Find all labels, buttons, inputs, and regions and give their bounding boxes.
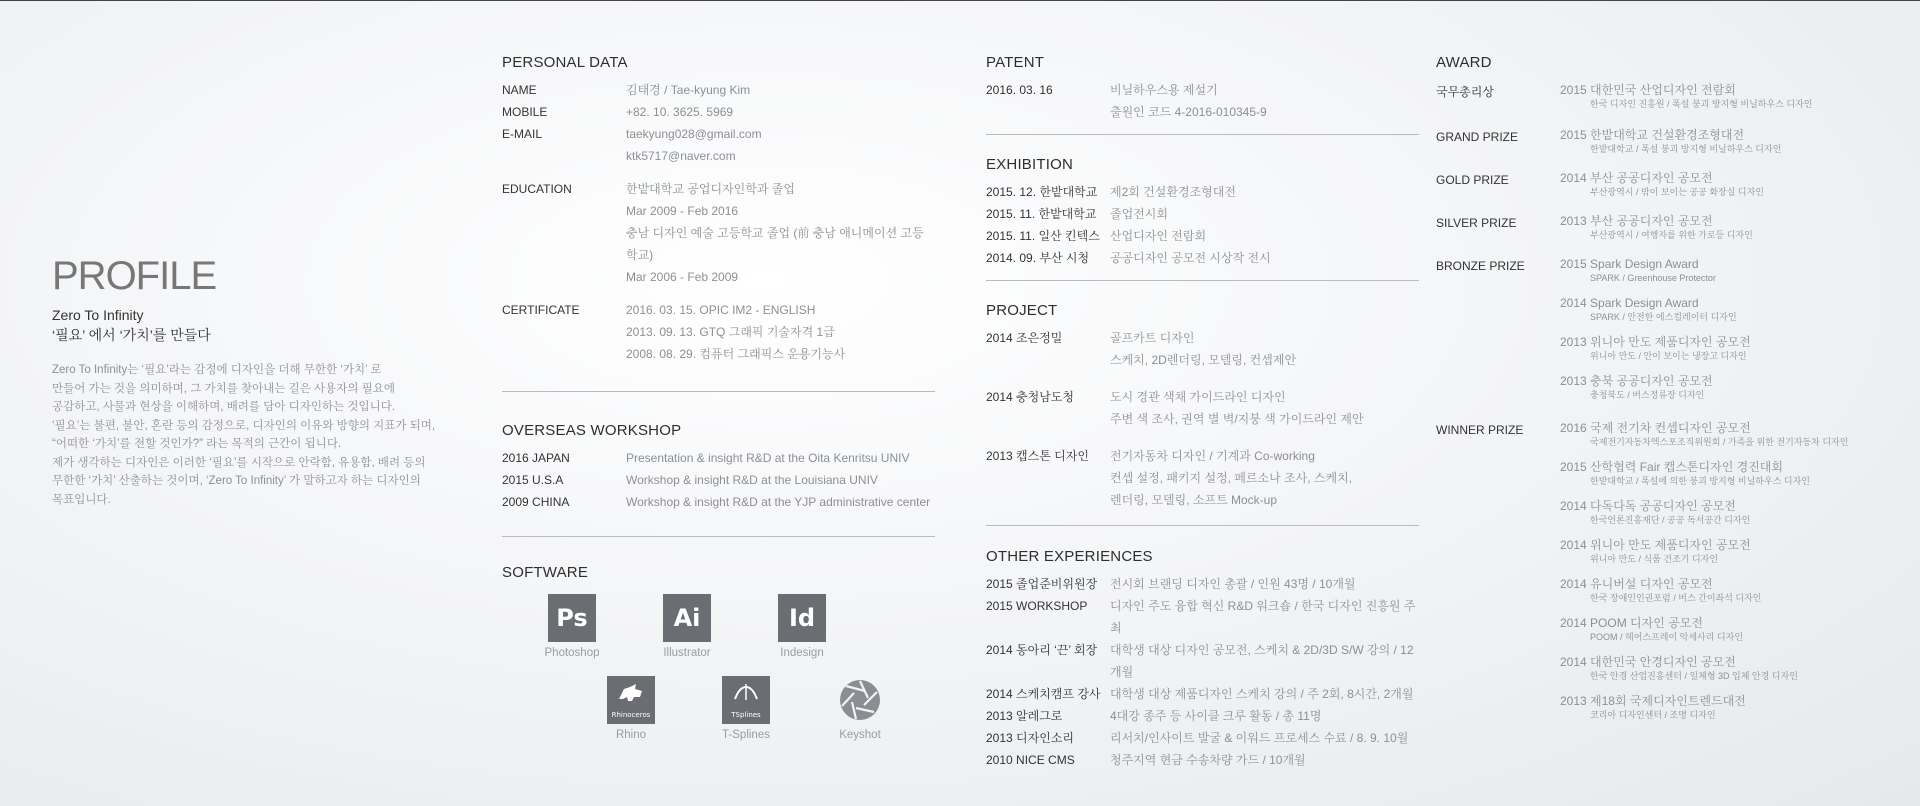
award-group xyxy=(1436,83,1896,110)
award-detail: 한밭대학교 / 폭설 붕괴 방지형 비닐하우스 디자인 xyxy=(1590,144,1782,154)
software-item xyxy=(762,594,842,659)
award-detail: POOM / 헤어스프레이 악세사리 디자인 xyxy=(1590,632,1744,642)
experience-title: 2010 NICE CMS xyxy=(986,753,1075,767)
award-detail: 한국 장애인인권포럼 / 버스 간이좌석 디자인 xyxy=(1590,593,1762,603)
exhibition-date: 2015. 11. 일산 킨텍스 xyxy=(986,229,1100,243)
overseas-heading: OVERSEAS WORKSHOP xyxy=(502,422,682,439)
education-item: Mar 2009 - Feb 2016 xyxy=(626,204,739,218)
award-detail: 위니아 만도 / 안이 보이는 냉장고 디자인 xyxy=(1590,351,1747,361)
experience-column xyxy=(986,54,1419,771)
award-items xyxy=(1560,171,1764,198)
software-item xyxy=(647,594,727,659)
award-detail: SPARK / Greenhouse Protector xyxy=(1590,273,1716,283)
certificate-item: 2016. 03. 15. OPIC IM2 - ENGLISH xyxy=(626,303,816,317)
experience-desc: 전시회 브랜딩 디자인 총괄 / 인원 43명 / 10개월 xyxy=(1110,577,1356,591)
software-caption: Indesign xyxy=(780,647,824,659)
profile-title: PROFILE xyxy=(52,254,217,298)
profile-line: 제가 생각하는 디자인은 이러한 ‘필요’를 시작으로 안락함, 유용함, 배려 등의 xyxy=(52,456,426,469)
award-item xyxy=(1560,171,1764,198)
award-detail: 부산광역시 / 여행자를 위한 가로등 디자인 xyxy=(1590,230,1753,240)
workshop-year: 2015 U.S.A xyxy=(502,473,564,487)
profile-line: 만들어 가는 것을 의미하며, 그 가치를 찾아내는 길은 사용자의 필요에 xyxy=(52,382,395,395)
award-title: 2014 다독다독 공공디자인 공모전 xyxy=(1560,499,1736,513)
award-item xyxy=(1560,499,1848,526)
award-items xyxy=(1560,83,1812,110)
experience-title: 2014 동아리 ‘끈’ 회장 xyxy=(986,643,1098,657)
project-desc: 도시 경관 색채 가이드라인 디자인 xyxy=(1110,390,1286,404)
award-items xyxy=(1560,421,1848,721)
award-items xyxy=(1560,257,1751,401)
project-desc: 렌더링, 모델링, 소프트 Mock-up xyxy=(1110,493,1278,507)
award-item xyxy=(1560,257,1751,284)
software-item xyxy=(820,676,900,741)
certificate-item: 2013. 09. 13. GTQ 그래픽 기술자격 1급 xyxy=(626,325,835,339)
education-label: EDUCATION xyxy=(502,182,572,196)
award-group xyxy=(1436,128,1896,155)
award-rank: SILVER PRIZE xyxy=(1436,216,1517,230)
personal-data-heading: PERSONAL DATA xyxy=(502,54,628,71)
award-title: 2014 유니버설 디자인 공모전 xyxy=(1560,577,1713,591)
workshop-year: 2016 JAPAN xyxy=(502,451,570,465)
award-list xyxy=(1436,83,1896,721)
software-caption: Keyshot xyxy=(839,729,881,741)
award-title: 2015 Spark Design Award xyxy=(1560,257,1699,271)
project-desc: 골프카트 디자인 xyxy=(1110,331,1195,345)
award-items xyxy=(1560,214,1753,241)
top-border xyxy=(0,0,1920,1)
award-item xyxy=(1560,460,1848,487)
exhibition-name: 제2회 건설환경조형대전 xyxy=(1110,185,1236,199)
award-title: 2013 위니아 만도 제품디자인 공모전 xyxy=(1560,335,1751,349)
award-detail: 한밭대학교 / 폭설에 의한 붕괴 방지형 비닐하우스 디자인 xyxy=(1590,476,1810,486)
software-caption: Rhino xyxy=(615,729,647,741)
experience-desc: 디자인 주도 융합 혁신 R&D 워크숍 / 한국 디자인 진흥원 주최 xyxy=(1110,599,1416,635)
email-label: E-MAIL xyxy=(502,127,543,141)
certificate-item: 2008. 08. 29. 컴퓨터 그래픽스 운용기능사 xyxy=(626,347,846,361)
project-client: 2013 캡스톤 디자인 xyxy=(986,449,1089,463)
award-group xyxy=(1436,214,1896,241)
experience-title: 2015 WORKSHOP xyxy=(986,599,1088,613)
award-title: 2014 대한민국 안경디자인 공모전 xyxy=(1560,655,1736,669)
award-item xyxy=(1560,128,1781,155)
workshop-year: 2009 CHINA xyxy=(502,495,570,509)
software-caption: Photoshop xyxy=(544,647,600,659)
workshop-desc: Workshop & insight R&D at the YJP administrative center xyxy=(626,495,931,509)
award-group xyxy=(1436,171,1896,198)
award-title: 2014 위니아 만도 제품디자인 공모전 xyxy=(1560,538,1751,552)
project-desc: 전기자동차 디자인 / 기계과 Co-working xyxy=(1110,449,1315,463)
award-title: 2014 부산 공공디자인 공모전 xyxy=(1560,171,1713,185)
personal-column xyxy=(502,54,935,581)
award-rank: 국무총리상 xyxy=(1436,85,1494,99)
profile-section xyxy=(52,254,452,509)
experience-desc: 대학생 대상 디자인 공모전, 스케치 & 2D/3D S/W 강의 / 12개월 xyxy=(1110,643,1414,679)
award-rank: GRAND PRIZE xyxy=(1436,130,1519,144)
award-item xyxy=(1560,694,1848,721)
rhino-wordmark: Rhinoceros xyxy=(611,711,651,719)
award-detail: SPARK / 안전한 에스컬레이터 디자인 xyxy=(1590,312,1737,322)
award-item xyxy=(1560,335,1751,362)
profile-subtitle xyxy=(52,305,452,345)
experience-desc: 4대강 종주 등 사이클 크루 활동 / 총 11명 xyxy=(1110,709,1322,723)
software-heading: SOFTWARE xyxy=(502,564,589,581)
software-item xyxy=(706,676,786,741)
award-item xyxy=(1560,83,1812,110)
award-detail: 한국 디자인 진흥원 / 폭설 붕괴 방지형 비닐하우스 디자인 xyxy=(1590,99,1813,109)
indesign-icon: Id xyxy=(778,594,826,642)
award-group xyxy=(1436,257,1896,401)
workshop-desc: Presentation & insight R&D at the Oita Kenritsu UNIV xyxy=(626,451,910,465)
profile-description xyxy=(52,361,452,509)
award-title: 2015 산학협력 Fair 캡스톤디자인 경진대회 xyxy=(1560,460,1783,474)
profile-line: ‘필요’는 불편, 불안, 혼란 등의 감정으로, 디자인의 이유와 방향의 지표가 되며, xyxy=(52,419,436,432)
education-item: Mar 2006 - Feb 2009 xyxy=(626,270,739,284)
education-item: 한밭대학교 공업디자인학과 졸업 xyxy=(626,182,795,196)
profile-line: 무한한 ‘가치’ 산출하는 것이며, ‘Zero To Infinity’ 가 말하고자 하는 디자인의 xyxy=(52,475,421,487)
software-item xyxy=(591,676,671,741)
award-rank: WINNER PRIZE xyxy=(1436,423,1524,437)
profile-subtitle-en: Zero To Infinity xyxy=(52,307,144,323)
award-item xyxy=(1560,421,1848,448)
award-heading: AWARD xyxy=(1436,54,1492,71)
section-divider xyxy=(986,525,1419,526)
patent-title: 비닐하우스용 제설기 xyxy=(1110,83,1218,97)
certificate-label: CERTIFICATE xyxy=(502,303,580,317)
rhino-glyph xyxy=(616,681,646,703)
project-client: 2014 충청남도청 xyxy=(986,390,1074,404)
software-caption: T-Splines xyxy=(722,729,770,741)
exhibition-heading: EXHIBITION xyxy=(986,156,1074,173)
project-desc: 스케치, 2D렌더링, 모델링, 컨셉제안 xyxy=(1110,353,1297,367)
award-title: 2015 한밭대학교 건설환경조형대전 xyxy=(1560,128,1745,142)
award-detail: 한국 안경 산업진흥센터 / 일체형 3D 입체 안경 디자인 xyxy=(1590,671,1798,681)
experience-title: 2013 디자인소리 xyxy=(986,731,1074,745)
section-divider xyxy=(502,391,935,392)
award-title: 2013 제18회 국제디자인트렌드대전 xyxy=(1560,694,1746,708)
award-item xyxy=(1560,296,1751,323)
project-heading: PROJECT xyxy=(986,302,1058,319)
award-detail: 충청북도 / 버스정류장 디자인 xyxy=(1590,390,1705,400)
experience-title: 2015 졸업준비위원장 xyxy=(986,577,1098,591)
award-item xyxy=(1560,374,1751,401)
award-title: 2013 충북 공공디자인 공모전 xyxy=(1560,374,1713,388)
project-client: 2014 조은정밀 xyxy=(986,331,1063,345)
illustrator-icon: Ai xyxy=(663,594,711,642)
exhibition-date: 2015. 11. 한밭대학교 xyxy=(986,207,1097,221)
award-detail: 위니아 만도 / 식품 건조기 디자인 xyxy=(1590,554,1719,564)
award-detail: 한국언론진흥재단 / 공공 독서공간 디자인 xyxy=(1590,515,1751,525)
award-rank: BRONZE PRIZE xyxy=(1436,259,1525,273)
keyshot-aperture xyxy=(838,678,882,722)
section-divider xyxy=(986,134,1419,135)
exhibition-date: 2014. 09. 부산 시청 xyxy=(986,251,1090,265)
profile-subtitle-ko: ‘필요’ 에서 ‘가치’를 만들다 xyxy=(52,327,211,343)
rhino-icon xyxy=(607,676,655,724)
award-rank: GOLD PRIZE xyxy=(1436,173,1509,187)
keyshot-icon xyxy=(836,676,884,724)
tsplines-icon xyxy=(722,676,770,724)
tsplines-wordmark: TSplines xyxy=(731,711,761,719)
mobile-label: MOBILE xyxy=(502,105,548,119)
name-label: NAME xyxy=(502,83,537,97)
award-detail: 부산광역시 / 밖이 보이는 공공 화장실 디자인 xyxy=(1590,187,1764,197)
award-item xyxy=(1560,214,1753,241)
email-value[interactable]: taekyung028@gmail.com xyxy=(626,127,762,141)
experience-title: 2013 알레그로 xyxy=(986,709,1063,723)
award-title: 2015 대한민국 산업디자인 전람회 xyxy=(1560,83,1736,97)
profile-line: 공감하고, 사물과 현상을 이해하며, 배려를 담아 디자인하는 것입니다. xyxy=(52,401,395,413)
profile-line: 목표입니다. xyxy=(52,493,111,506)
other-experiences-heading: OTHER EXPERIENCES xyxy=(986,548,1153,565)
workshop-desc: Workshop & insight R&D at the Louisiana UNIV xyxy=(626,473,878,487)
award-item xyxy=(1560,616,1848,643)
section-divider xyxy=(986,280,1419,281)
profile-line: Zero To Infinity는 ‘필요’라는 감정에 디자인을 더해 무한한 ‘가치’ 로 xyxy=(52,364,382,376)
email-value[interactable]: ktk5717@naver.com xyxy=(626,149,736,163)
award-detail: 국제전기자동차엑스포조직위원회 / 가족을 위한 전기자동차 디자인 xyxy=(1590,437,1849,447)
project-desc: 컨셉 설정, 패키지 설정, 페르소나 조사, 스케치, xyxy=(1110,471,1352,485)
award-title: 2016 국제 전기차 컨셉디자인 공모전 xyxy=(1560,421,1751,435)
profile-line: “어떠한 ‘가치’를 전할 것인가?” 라는 목적의 근간이 됩니다. xyxy=(52,438,342,450)
award-item xyxy=(1560,655,1848,682)
software-item xyxy=(532,594,612,659)
experience-title: 2014 스케치캠프 강사 xyxy=(986,687,1101,701)
tsplines-glyph xyxy=(731,681,761,703)
exhibition-name: 산업디자인 전람회 xyxy=(1110,229,1207,243)
patent-date: 2016. 03. 16 xyxy=(986,83,1053,97)
exhibition-name: 졸업전시회 xyxy=(1110,207,1168,221)
award-title: 2014 Spark Design Award xyxy=(1560,296,1699,310)
award-title: 2014 POOM 디자인 공모전 xyxy=(1560,616,1703,630)
experience-desc: 청주지역 현금 수송차량 가드 / 10개월 xyxy=(1110,753,1306,767)
photoshop-icon: Ps xyxy=(548,594,596,642)
project-desc: 주변 색 조사, 권역 별 벽/지붕 색 가이드라인 제안 xyxy=(1110,412,1364,426)
experience-desc: 대학생 대상 제품디자인 스케치 강의 / 주 2회, 8시간, 2개월 xyxy=(1110,687,1414,701)
experience-desc: 리서치/인사이트 발굴 & 이워드 프로세스 수료 / 8. 9. 10월 xyxy=(1110,731,1409,745)
award-items xyxy=(1560,128,1781,155)
exhibition-name: 공공디자인 공모전 시상작 전시 xyxy=(1110,251,1271,265)
award-detail: 코리아 디자인센터 / 조명 디자인 xyxy=(1590,710,1716,720)
award-title: 2013 부산 공공디자인 공모전 xyxy=(1560,214,1713,228)
award-group xyxy=(1436,421,1896,721)
mobile-value: +82. 10. 3625. 5969 xyxy=(626,105,734,119)
exhibition-date: 2015. 12. 한밭대학교 xyxy=(986,185,1098,199)
patent-heading: PATENT xyxy=(986,54,1045,71)
name-value: 김태경 / Tae-kyung Kim xyxy=(626,83,751,97)
award-item xyxy=(1560,538,1848,565)
award-item xyxy=(1560,577,1848,604)
award-column xyxy=(1436,54,1896,721)
education-item: 충남 디자인 예술 고등학교 졸업 (前 충남 애니메이션 고등학교) xyxy=(626,226,924,262)
software-caption: Illustrator xyxy=(663,647,711,659)
patent-code: 출원인 코드 4-2016-010345-9 xyxy=(1110,105,1267,119)
section-divider xyxy=(502,536,935,537)
